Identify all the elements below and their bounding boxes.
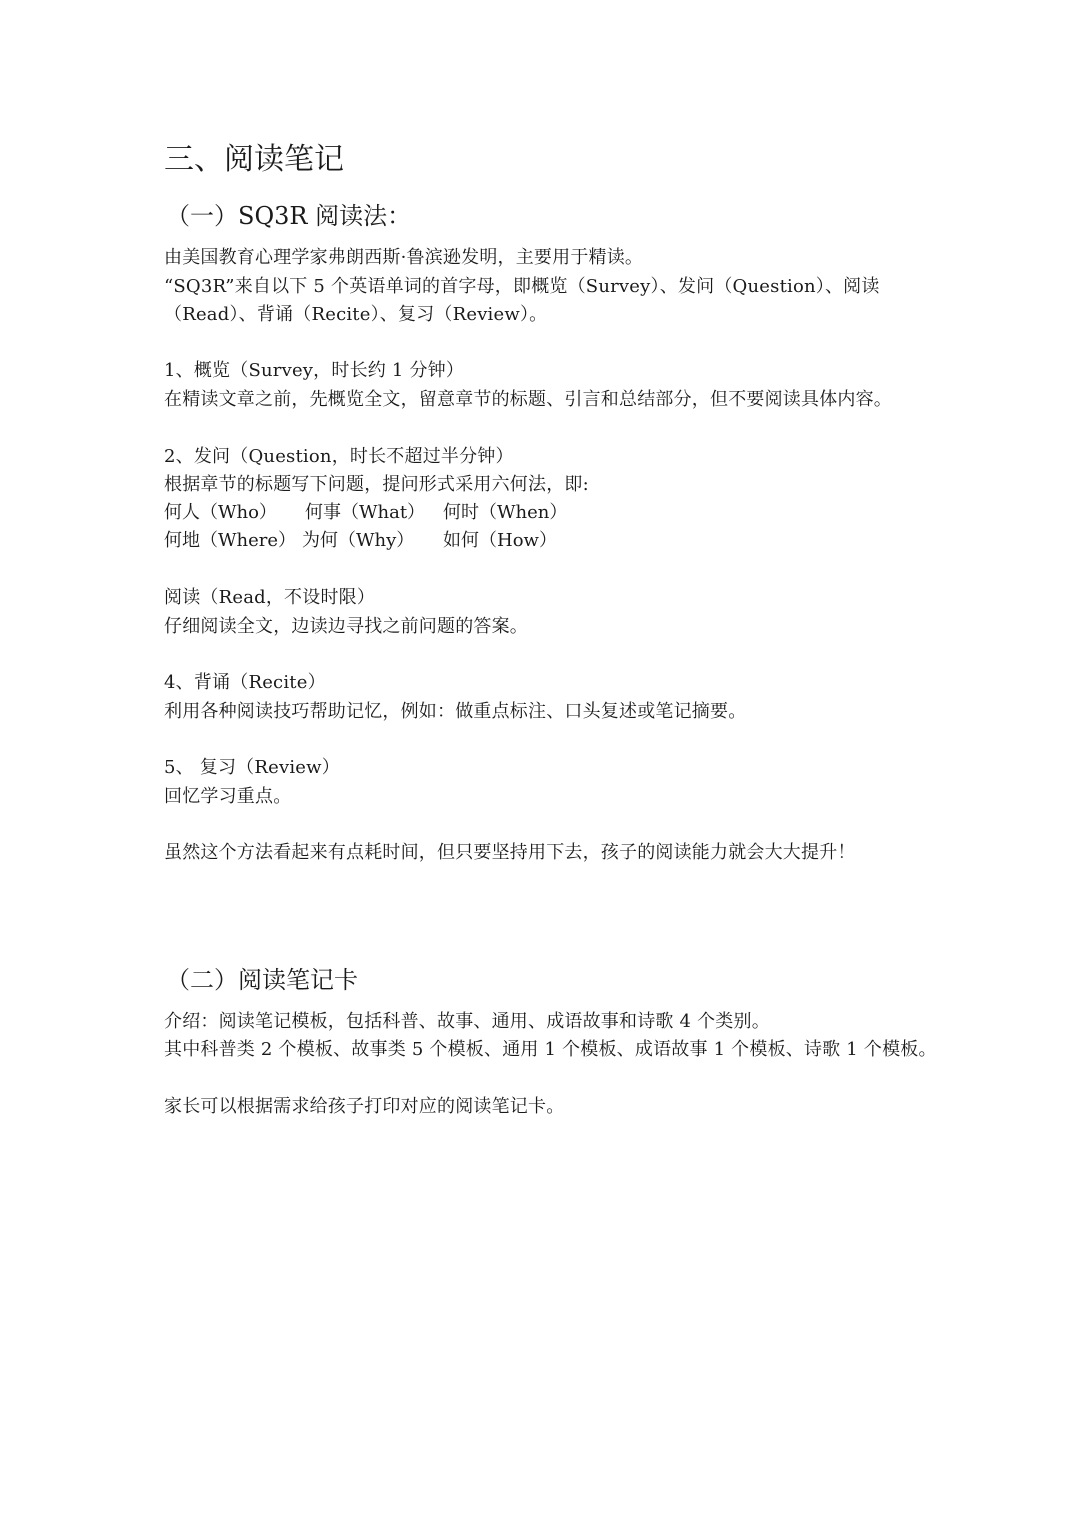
intro-line-2: “SQ3R”来自以下 5 个英语单词的首字母，即概览（Survey）、发问（Question）、阅读 xyxy=(164,276,880,297)
section-heading-sq3r: （一）SQ3R 阅读法： xyxy=(166,202,412,230)
card-intro-line-2: 其中科普类 2 个模板、故事类 5 个模板、通用 1 个模板、成语故事 1 个模板、诗歌 1 个模板。 xyxy=(164,1039,937,1060)
step3-title: 阅读（Read，不设时限） xyxy=(164,587,376,608)
step5-title: 5、 复习（Review） xyxy=(164,757,340,778)
question-why: 为何（Why） xyxy=(302,530,415,551)
question-how: 如何（How） xyxy=(443,530,557,551)
intro-line-3: （Read）、背诵（Recite）、复习（Review）。 xyxy=(164,304,548,325)
section-heading-reading-card: （二）阅读笔记卡 xyxy=(166,966,358,994)
step1-body: 在精读文章之前，先概览全文，留意章节的标题、引言和总结部分，但不要阅读具体内容。 xyxy=(164,389,892,410)
step2-body: 根据章节的标题写下问题，提问形式采用六何法，即: xyxy=(164,474,589,495)
question-where: 何地（Where） xyxy=(164,530,297,551)
step2-title: 2、发问（Question，时长不超过半分钟） xyxy=(164,446,514,467)
conclusion-text: 虽然这个方法看起来有点耗时间，但只要坚持用下去，孩子的阅读能力就会大大提升！ xyxy=(164,842,856,863)
parent-note: 家长可以根据需求给孩子打印对应的阅读笔记卡。 xyxy=(164,1096,565,1117)
intro-line-1: 由美国教育心理学家弗朗西斯·鲁滨逊发明，主要用于精读。 xyxy=(164,247,644,268)
page-title: 三、阅读笔记 xyxy=(164,142,344,177)
step4-title: 4、背诵（Recite） xyxy=(164,672,326,693)
step4-body: 利用各种阅读技巧帮助记忆，例如：做重点标注、口头复述或笔记摘要。 xyxy=(164,701,747,722)
step1-title: 1、概览（Survey，时长约 1 分钟） xyxy=(164,360,465,381)
question-what: 何事（What） xyxy=(305,502,426,523)
card-intro-line-1: 介绍：阅读笔记模板，包括科普、故事、通用、成语故事和诗歌 4 个类别。 xyxy=(164,1011,770,1032)
question-when: 何时（When） xyxy=(443,502,568,523)
step3-body: 仔细阅读全文，边读边寻找之前问题的答案。 xyxy=(164,616,528,637)
question-who: 何人（Who） xyxy=(164,502,277,523)
step5-body: 回忆学习重点。 xyxy=(164,786,292,807)
